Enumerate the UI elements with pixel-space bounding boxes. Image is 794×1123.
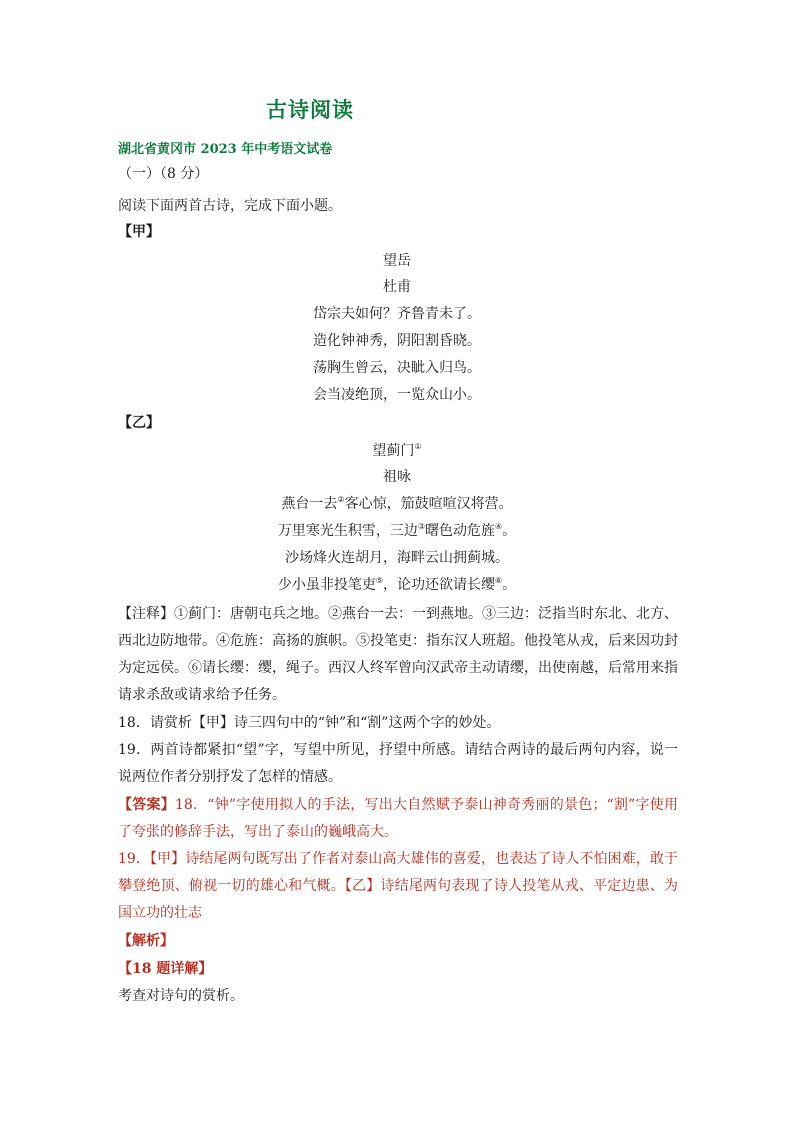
page-title: 古诗阅读 xyxy=(266,97,354,122)
poem-b-label: 【乙】 xyxy=(118,415,160,431)
poem-a-line: 岱宗夫如何？齐鲁青未了。 xyxy=(313,306,481,322)
poem-a-author: 杜甫 xyxy=(383,279,411,295)
poem-b-author: 祖咏 xyxy=(383,469,411,485)
poem-b-line: 万里寒光生积雪，三边③曙色动危旌④。 xyxy=(277,522,517,539)
analysis-label: 【解析】 xyxy=(118,933,174,949)
poem-a-label: 【甲】 xyxy=(118,224,160,240)
analysis-sub-label: 【18 题详解】 xyxy=(118,961,213,977)
analysis-text: 考查对诗句的赏析。 xyxy=(118,988,244,1004)
instruction: 阅读下面两首古诗，完成下面小题。 xyxy=(118,198,342,214)
poem-a-line: 造化钟神秀，阴阳割昏晓。 xyxy=(313,333,481,349)
annotations: 【注释】①蓟门：唐朝屯兵之地。②燕台一去：一到燕地。③三边：泛指当时东北、北方、西北边防地带。④危旌：高扬的旗帜。⑤投笔吏：指东汉人班超。他投笔从戎，后来因功封为定远侯。⑥请长缨：缨，绳子。西汉人终军曾向汉武帝主动请缨，出使南越，后常用来指请求杀敌或请求给予任务。 xyxy=(118,606,678,703)
poem-b-title: 望蓟门① xyxy=(372,442,422,459)
poem-a-line: 会当凌绝顶，一览众山小。 xyxy=(313,387,481,403)
answer-label: 【答案】 xyxy=(118,797,175,813)
poem-b-line: 少小虽非投笔吏⑤，论功还欲请长缨⑥。 xyxy=(277,576,517,593)
exam-source: 湖北省黄冈市 2023 年中考语文试卷 xyxy=(118,142,333,157)
poem-a-line: 荡胸生曾云，决眦入归鸟。 xyxy=(313,360,481,376)
question-19: 19．两首诗都紧扣“望”字，写望中所见，抒望中所感。请结合两诗的最后两句内容，说一说两位作者分别抒发了怎样的情感。 xyxy=(118,742,678,785)
section-heading: （一）（8 分） xyxy=(118,166,209,182)
poem-a-title: 望岳 xyxy=(383,253,411,269)
answer-18: 【答案】18．“钟”字使用拟人的手法，写出大自然赋予泰山神奇秀丽的景色；“割”字使用了夸张的修辞手法，写出了泰山的巍峨高大。 xyxy=(118,797,678,840)
answer-19: 19．【甲】诗结尾两句既写出了作者对泰山高大雄伟的喜爱，也表达了诗人不怕困难，敢于攀登绝顶、俯视一切的雄心和气概。【乙】诗结尾两句表现了诗人投笔从戎、平定边患、为国立功的壮志 xyxy=(118,851,678,921)
poem-b-line: 沙场烽火连胡月，海畔云山拥蓟城。 xyxy=(285,550,509,566)
poem-b-line: 燕台一去②客心惊，笳鼓喧喧汉将营。 xyxy=(281,495,513,512)
question-18: 18．请赏析【甲】诗三四句中的“钟”和“割”这两个字的妙处。 xyxy=(118,715,501,731)
